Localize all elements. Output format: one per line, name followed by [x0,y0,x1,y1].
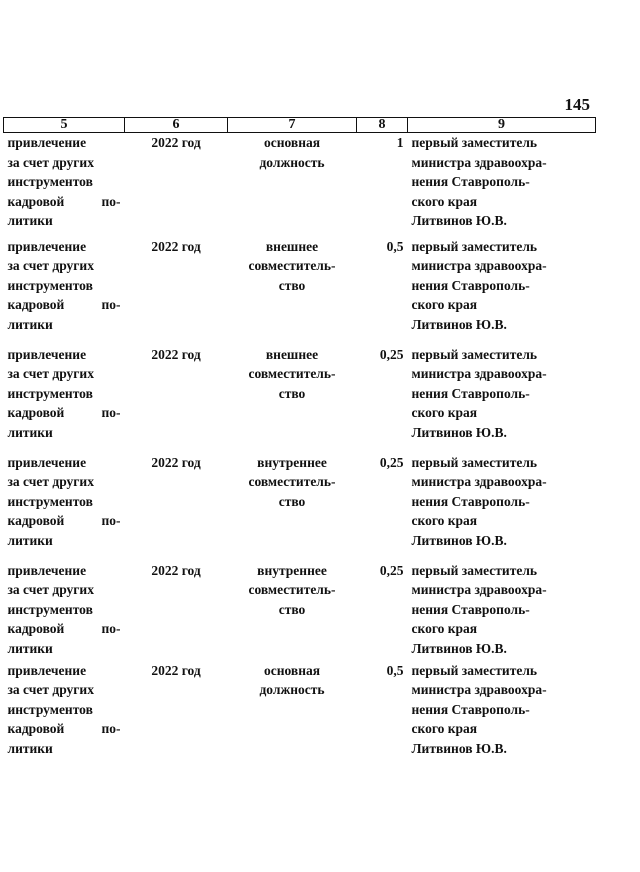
col8-value: 0,25 [379,562,404,578]
table-row [4,345,596,453]
col9-line: первый заместитель [411,135,538,150]
col5-line: привлечение [7,562,87,578]
col5-line: литики [7,213,53,229]
col9-line: министра здравоохра- [411,582,547,598]
cell-method [4,661,125,761]
table-row [4,237,596,345]
col6-value: 2022 год [151,454,201,470]
cell-responsible [408,133,596,237]
cell-year [125,453,228,561]
col9-line: министра здравоохра- [411,682,547,698]
col5-line: инструментов [7,385,93,401]
col5-line: инструментов [7,601,93,617]
cell-position-type [228,237,357,345]
col8-value: 1 [396,135,404,150]
col5-line: за счет других [7,582,94,598]
col9-line: ского края [411,193,478,209]
col9-line: нения Ставрополь- [411,277,530,293]
col7-line: совместитель- [248,474,336,490]
table-row [4,561,596,661]
col9-line: Литвинов Ю.В. [411,640,507,656]
cell-position-type [228,661,357,761]
cell-year [125,345,228,453]
col7-line: внешнее [265,238,319,254]
col5-line: привлечение [7,454,87,470]
col9-line: нения Ставрополь- [411,701,530,717]
col9-line: Литвинов Ю.В. [411,424,507,440]
col9-line: ского края [411,297,478,313]
col9-line: министра здравоохра- [411,258,547,274]
col9-line: первый заместитель [411,454,538,470]
col9-line: ского края [411,513,478,529]
col5-line: литики [7,640,53,656]
col9-line: ского края [411,621,478,637]
col7-line: совместитель- [248,366,336,382]
cell-method [4,561,125,661]
col9-line: первый заместитель [411,562,538,578]
col7-line: основная [263,135,321,150]
col5-line: кадровой по- [7,621,121,637]
col7-line: совместитель- [248,258,336,274]
cell-method [4,453,125,561]
col5-line: за счет других [7,366,94,382]
col9-line: Литвинов Ю.В. [411,532,507,548]
col7-line: ство [278,277,306,293]
cell-rate [357,453,408,561]
col9-line: Литвинов Ю.В. [411,740,507,756]
col9-line: нения Ставрополь- [411,493,530,509]
cell-responsible [408,453,596,561]
col9-line: нения Ставрополь- [411,174,530,190]
col5-line: кадровой по- [7,405,121,421]
col5-line: за счет других [7,258,94,274]
col5-line: литики [7,424,53,440]
col5-line: за счет других [7,682,94,698]
cell-position-type [228,133,357,237]
cell-method [4,345,125,453]
col5-line: инструментов [7,277,93,293]
col7-line: должность [259,682,325,698]
header-col-6: 6 [125,118,228,133]
cell-responsible [408,237,596,345]
cell-rate [357,133,408,237]
col7-line: ство [278,493,306,509]
col5-line: за счет других [7,154,94,170]
cell-rate [357,661,408,761]
col8-value: 0,25 [379,346,404,362]
col6-value: 2022 год [151,238,201,254]
cell-position-type [228,561,357,661]
col5-line: привлечение [7,135,87,150]
col5-line: привлечение [7,238,87,254]
cell-position-type [228,453,357,561]
cell-responsible [408,561,596,661]
col5-line: кадровой по- [7,721,121,737]
staffing-table [3,117,596,761]
col5-line: литики [7,532,53,548]
cell-year [125,133,228,237]
col5-line: литики [7,316,53,332]
cell-year [125,661,228,761]
col9-line: министра здравоохра- [411,366,547,382]
col6-value: 2022 год [151,135,201,150]
table-header-row [4,118,596,133]
cell-rate [357,561,408,661]
cell-position-type [228,345,357,453]
col5-line: инструментов [7,493,93,509]
col9-line: ского края [411,721,478,737]
col7-line: внутреннее [257,454,327,470]
col6-value: 2022 год [151,662,201,678]
col9-line: нения Ставрополь- [411,385,530,401]
cell-responsible [408,661,596,761]
table-body [4,133,596,761]
col6-value: 2022 год [151,562,201,578]
col7-line: основная [263,662,321,678]
table-row [4,661,596,761]
col7-line: внешнее [265,346,319,362]
col6-value: 2022 год [151,346,201,362]
cell-rate [357,345,408,453]
table-row [4,133,596,237]
col5-line: за счет других [7,474,94,490]
cell-method [4,237,125,345]
col5-line: литики [7,740,53,756]
col7-line: должность [259,154,325,170]
col5-line: инструментов [7,701,93,717]
header-col-9: 9 [408,118,596,133]
header-col-8: 8 [357,118,408,133]
col9-line: Литвинов Ю.В. [411,213,507,229]
col9-line: первый заместитель [411,238,538,254]
col9-line: первый заместитель [411,346,538,362]
col9-line: нения Ставрополь- [411,601,530,617]
col8-value: 0,5 [386,238,404,254]
col5-line: привлечение [7,346,87,362]
col5-line: инструментов [7,174,93,190]
col5-line: привлечение [7,662,87,678]
col8-value: 0,25 [379,454,404,470]
col7-line: ство [278,601,306,617]
col9-line: первый заместитель [411,662,538,678]
header-col-7: 7 [228,118,357,133]
cell-method [4,133,125,237]
col9-line: Литвинов Ю.В. [411,316,507,332]
col9-line: министра здравоохра- [411,154,547,170]
col7-line: внутреннее [257,562,327,578]
col5-line: кадровой по- [7,513,121,529]
cell-responsible [408,345,596,453]
cell-year [125,237,228,345]
cell-rate [357,237,408,345]
col9-line: ского края [411,405,478,421]
col5-line: кадровой по- [7,193,121,209]
header-col-5: 5 [4,118,125,133]
col7-line: совместитель- [248,582,336,598]
col5-line: кадровой по- [7,297,121,313]
col9-line: министра здравоохра- [411,474,547,490]
table-row [4,453,596,561]
page-number: 145 [564,95,590,114]
col8-value: 0,5 [386,662,404,678]
cell-year [125,561,228,661]
col7-line: ство [278,385,306,401]
